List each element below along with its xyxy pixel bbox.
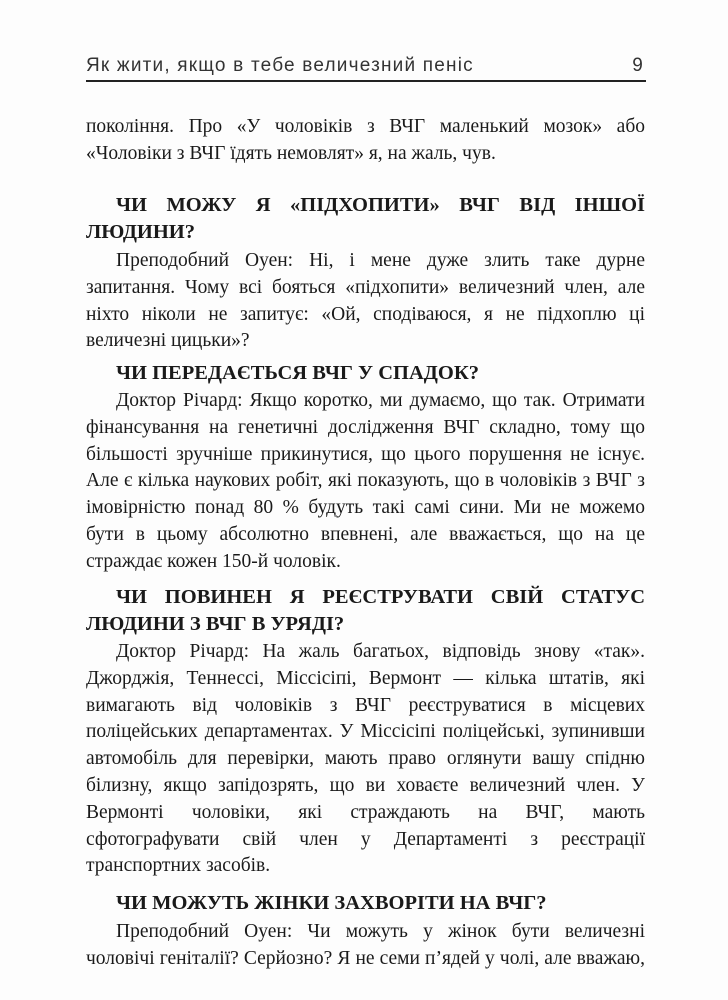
paragraph-line: бути в цьому абсолютно впевнені, але вважається, що на це (86, 524, 645, 545)
paragraph-line: Джорджія, Теннессі, Міссісіпі, Вермонт — кілька штатів, які (86, 667, 645, 689)
paragraph-line: страждає кожен 150-й чоловік. (86, 550, 341, 572)
paragraph-line: Доктор Річард: На жаль багатьох, відповідь знову «так». (116, 641, 645, 662)
paragraph-line: автомобіль для перевірки, мають право оглянути вашу спідню (86, 748, 645, 770)
page-number: 9 (632, 55, 644, 76)
paragraph-line: вимагають від чоловіків з ВЧГ реєструватися в місцевих (86, 694, 645, 716)
paragraph-line: «Чоловіки з ВЧГ їдять немовлят» я, на жаль, чув. (86, 142, 496, 164)
paragraph-line: Доктор Річард: Якщо коротко, ми думаємо, що так. Отримати (116, 390, 645, 411)
section-heading: ЧИ МОЖУТЬ ЖІНКИ ЗАХВОРІТИ НА ВЧГ? (116, 892, 547, 914)
section-heading: ЛЮДИНИ? (86, 220, 196, 243)
paragraph-line: ніхто ніколи не запитує: «Ой, сподіваюся, я не підхоплю ці (86, 303, 645, 325)
paragraph-line: Вермонті чоловіки, які страждають на ВЧГ, мають (86, 801, 645, 823)
paragraph-line: покоління. Про «У чоловіків з ВЧГ маленький мозок» або (86, 116, 645, 137)
paragraph-line: більшості зручніше прикинутися, що цього порушення не існує. (86, 443, 645, 465)
paragraph-line: величезні цицьки»? (86, 330, 250, 352)
paragraph-line: чоловічі геніталії? Серйозно? Я не семи п’ядей у чолі, але вважаю, (86, 947, 645, 969)
section-heading: ЧИ ПОВИНЕН Я РЕЄСТРУВАТИ СВІЙ СТАТУС (116, 586, 645, 608)
paragraph-line: імовірністю понад 80 % будуть такі самі сини. Ми не можемо (86, 497, 645, 519)
paragraph-line: фінансування на генетичні дослідження ВЧГ складно, тому що (86, 416, 645, 438)
paragraph-line: запитання. Чому всі бояться «підхопити» величезний член, але (86, 276, 645, 298)
book-title: Як жити, якщо в тебе величезний пеніс (86, 55, 474, 76)
paragraph-line: поліцейських департаментах. У Міссісіпі поліцейські, зупинивши (86, 721, 645, 743)
section-heading: ЛЮДИНИ З ВЧГ В УРЯДІ? (86, 612, 345, 635)
section-heading: ЧИ ПЕРЕДАЄТЬСЯ ВЧГ У СПАДОК? (116, 362, 479, 384)
paragraph-line: сфотографувати свій член у Департаменті з реєстрації (86, 828, 645, 850)
section-heading: ЧИ МОЖУ Я «ПІДХОПИТИ» ВЧГ ВІД ІНШОЇ (116, 194, 645, 216)
paragraph-line: транспортних засобів. (86, 855, 271, 877)
running-header (86, 54, 646, 82)
paragraph-line: Преподобний Оуен: Ні, і мене дуже злить таке дурне (116, 250, 645, 271)
paragraph-line: Але є кілька наукових робіт, які показують, що в чоловіків з ВЧГ з (86, 470, 645, 492)
paragraph-line: Преподобний Оуен: Чи можуть у жінок бути величезні (116, 921, 645, 942)
paragraph-line: білизну, якщо запідозрять, що ви ховаєте величезний член. У (86, 775, 645, 796)
